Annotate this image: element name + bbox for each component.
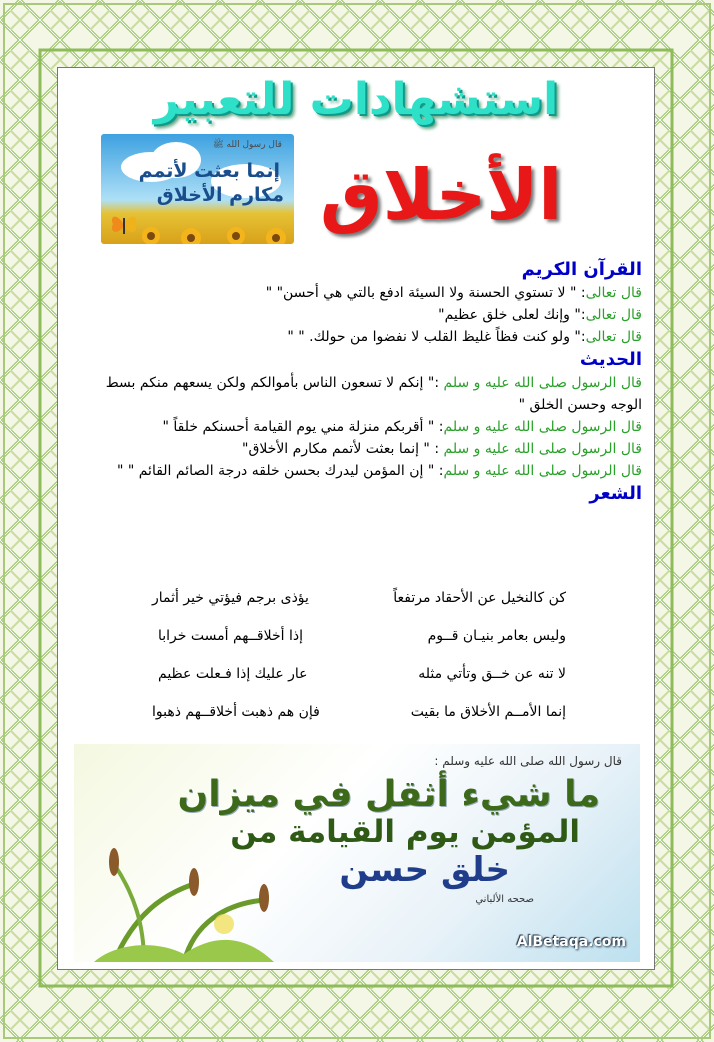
hadith-heading: الحديث: [579, 349, 642, 370]
hadith-text: :" إنكم لا تسعون الناس بأموالكم ولكن يسعهم منكم بسط الوجه وحسن الخلق ": [105, 375, 642, 413]
poem-verse: [58, 628, 654, 666]
verse-ref: قال تعالى: [585, 329, 642, 345]
hadith-item: [72, 460, 642, 482]
hadith-card-image: [74, 744, 640, 962]
quran-verse: [72, 282, 642, 304]
card-site-watermark: AlBetaqa.com: [516, 934, 626, 950]
poem-hemistich-first: لا تنه عن خــق وتأتي مثله: [418, 666, 566, 682]
hadith-text: : " أقربكم منزلة مني يوم القيامة أحسنكم خلقاً ": [162, 419, 444, 435]
verse-ref: قال تعالى: [585, 285, 642, 301]
content-body: [72, 258, 642, 506]
verse-text: :" ولو كنت فظاً غليظ القلب لا نفضوا من حولك. " ": [287, 329, 586, 345]
quran-verse: [72, 326, 642, 348]
poem-verse: [58, 590, 654, 628]
banner-line-2: مكارم الأخلاق: [156, 184, 284, 206]
hadith-text: : " إنما بعثت لأتمم مكارم الأخلاق": [242, 441, 444, 457]
poem: [58, 590, 654, 742]
verse-text: : " لا تستوي الحسنة ولا السيئة ادفع بالتي هي أحسن" ": [265, 285, 586, 301]
hadith-ref: قال الرسول صلى الله عليه و سلم: [443, 419, 642, 435]
poem-verse: [58, 704, 654, 742]
hadith-text: : " إن المؤمن ليدرك بحسن خلقه درجة الصائم القائم " ": [116, 463, 444, 479]
poem-hemistich-first: كن كالنخيل عن الأحقاد مرتفعاً: [393, 590, 566, 606]
verse-ref: قال تعالى: [585, 307, 642, 323]
poem-verse: [58, 666, 654, 704]
hadith-banner-image: [101, 134, 294, 244]
poem-hemistich-second: يؤذى برجم فيؤتي خير أثمار: [152, 590, 309, 606]
hadith-ref: قال الرسول صلى الله عليه و سلم: [443, 441, 642, 457]
poetry-heading: الشعر: [589, 483, 642, 504]
hadith-item: [72, 416, 642, 438]
card-caption: قال رسول الله صلى الله عليه وسلم :: [434, 754, 622, 768]
document-page: [57, 67, 655, 970]
poem-hemistich-second: عار عليك إذا فـعلت عظيم: [158, 666, 308, 682]
quran-verse: [72, 304, 642, 326]
card-line-1: ما شيء أثقل في ميزان: [177, 774, 600, 815]
sunflowers-decoration: [101, 214, 294, 244]
hadith-ref: قال الرسول صلى الله عليه و سلم: [443, 375, 642, 391]
poem-hemistich-first: وليس بعامر بنيـان قــوم: [427, 628, 566, 644]
hadith-item: [72, 438, 642, 460]
card-line-2: المؤمن يوم القيامة من: [230, 814, 580, 850]
poem-hemistich-second: فإن هم ذهبت أخلاقــهم ذهبوا: [152, 704, 320, 720]
main-title: الأخلاق: [320, 154, 563, 236]
hadith-ref: قال الرسول صلى الله عليه و سلم: [443, 463, 642, 479]
hadith-item: [72, 372, 642, 416]
header-title: استشهادات للتعبير: [153, 74, 559, 125]
banner-line-1: إنما بعثت لأتمم: [138, 160, 280, 182]
verse-text: :" وإنك لعلى خلق عظيم": [438, 307, 586, 323]
poem-hemistich-second: إذا أخلاقــهم أمست خرابا: [158, 628, 303, 644]
banner-caption: قال رسول الله ﷺ: [212, 140, 282, 150]
card-line-3: خلق حسن: [339, 850, 510, 890]
poem-hemistich-first: إنما الأمــم الأخلاق ما بقيت: [410, 704, 566, 720]
quran-heading: القرآن الكريم: [521, 259, 642, 280]
card-source: صححه الألباني: [475, 894, 534, 905]
